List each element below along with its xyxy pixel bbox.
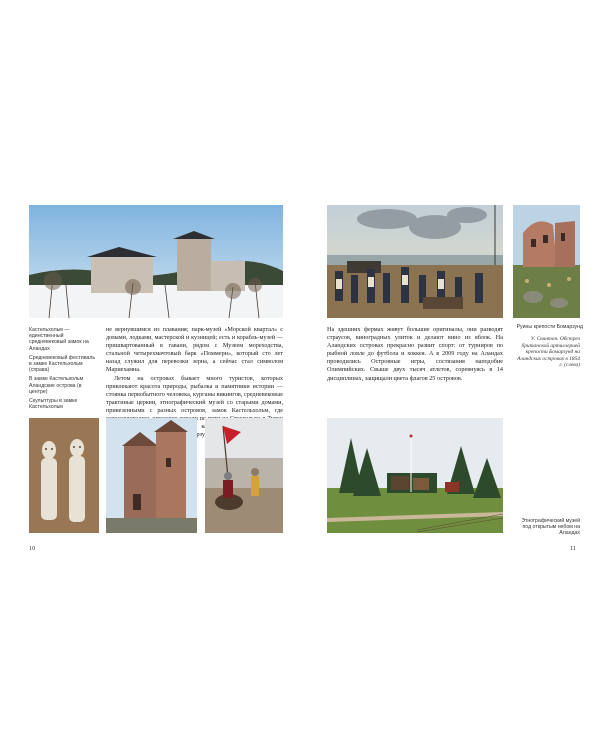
caption-sculptures: Скульптуры в замке Кастельхольм	[29, 398, 78, 411]
caption-festival: Средневековый фестиваль в замке Кастельхольм (справа)	[29, 354, 96, 374]
bomarsund-painting-photo	[327, 205, 503, 318]
castle-winter-photo	[29, 205, 283, 318]
left-paragraph-1: не вернувшимся из плавания; парк-музей «Морской квартал» с домами, лодками, мастерской и кузницей; есть и корабль-музей — пришвартованный в гавани, рядом с Музеем мореходства, стальной четырехмачтовый барк «Поммерн», который сто лет назад служил для перевозки зерна, а сейчас стал символом Мариехамна.	[106, 326, 283, 374]
caption-castle: Кастельхольм — единственный средневековый замок на Аландах	[29, 327, 89, 352]
sculptures-photo	[29, 418, 99, 533]
ethnographic-museum-photo	[327, 418, 503, 533]
caption-castle-center: В замке Кастельхольм Аландские острова (в центре)	[29, 376, 84, 395]
festival-knight-photo	[205, 418, 283, 533]
right-body-text	[327, 326, 503, 383]
left-captions	[29, 327, 97, 413]
caption-ethnographic-museum: Этнографический музей под открытым небом на Аландах	[521, 518, 580, 537]
bomarsund-ruins-photo	[513, 205, 580, 318]
page-number-left: 10	[29, 545, 36, 552]
page-number-right: 11	[570, 545, 576, 552]
caption-painting: У. Свинтон. Обстрел британской артиллерией крепости Бомарзунд на Аландских островах в 1854 г. (слева)	[517, 336, 580, 369]
left-paragraph-2: Летом на островах бывает много туристов, которых привлекают красота природы, рыбалка и памятники истории — стоянка первобытного человека, курганы викингов, средневековые трактиные церкви, этнографический музей со старыми домами, привезенными с разных островов, замок Кастельхольм, где по Бомарзунд.	[106, 374, 283, 439]
caption-ruins-bomarsund: Руины крепости Бомарзунд	[516, 324, 583, 330]
right-paragraph-1: На здешних фермах живут большие оригиналы, они разводят страусов, виноградных улиток и делают вино из яблок. На Аландских островах прекрасно развит спорт: от турниров по рыбной ловле до футбола и хоккея. А в 2009 году на Аландах проводились Островные игры, состязания наподобие Олимпийских. Свыше двух тысяч атлетов, соревнуясь в 14 дисциплинах, защищали цвета флагов 25 островов.	[327, 326, 503, 382]
castle-tower-photo	[106, 418, 197, 533]
